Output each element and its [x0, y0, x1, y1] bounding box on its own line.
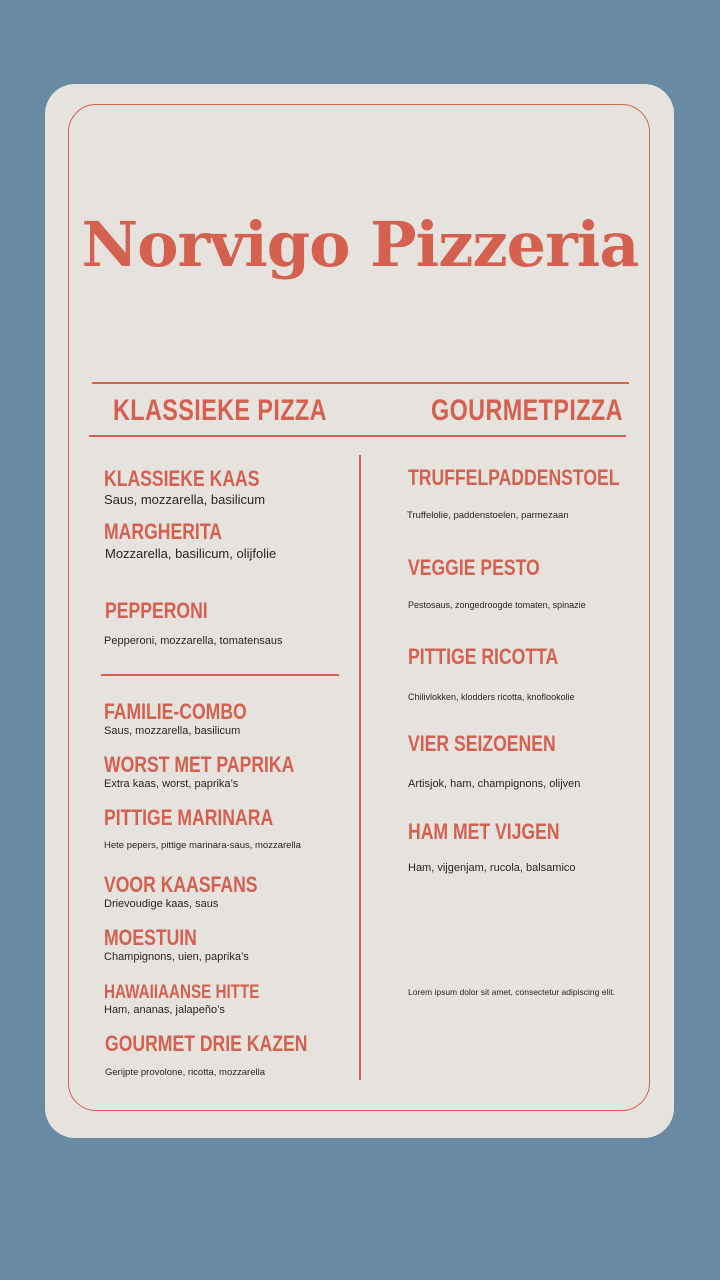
left-section-divider [101, 674, 339, 676]
item-description: Mozzarella, basilicum, olijfolie [105, 546, 277, 561]
header-top-rule [92, 382, 629, 384]
item-name: HAWAIIAANSE HITTE [104, 982, 260, 1003]
classic-pizza-header: KLASSIEKE PIZZA [113, 394, 327, 427]
item-description: Chilivlokken, klodders ricotta, knoflookolie [408, 692, 575, 702]
item-description: Pestosaus, zongedroogde tomaten, spinazie [408, 600, 586, 610]
item-name: MARGHERITA [104, 519, 222, 544]
item-description: Hete pepers, pittige marinara-saus, mozzarella [104, 840, 301, 851]
item-description: Saus, mozzarella, basilicum [104, 725, 241, 737]
item-name: HAM MET VIJGEN [408, 819, 560, 844]
item-description: Gerijpte provolone, ricotta, mozzarella [105, 1067, 265, 1078]
item-description: Pepperoni, mozzarella, tomatensaus [104, 635, 283, 647]
item-description: Extra kaas, worst, paprika’s [104, 778, 239, 790]
item-name: VEGGIE PESTO [408, 555, 540, 580]
item-description: Saus, mozzarella, basilicum [104, 492, 266, 507]
gourmet-pizza-header: GOURMETPIZZA [431, 394, 623, 427]
item-name: PITTIGE MARINARA [104, 805, 274, 830]
item-name: FAMILIE-COMBO [104, 699, 247, 724]
item-description: Drievoudige kaas, saus [104, 898, 219, 910]
item-description: Ham, ananas, jalapeño’s [104, 1004, 225, 1016]
item-name: TRUFFELPADDENSTOEL [408, 465, 620, 490]
item-name: MOESTUIN [104, 925, 197, 950]
item-description: Truffelolie, paddenstoelen, parmezaan [407, 510, 569, 521]
item-name: VIER SEIZOENEN [408, 731, 556, 756]
item-name: PITTIGE RICOTTA [408, 644, 559, 669]
page-title: Norvigo Pizzeria [81, 208, 639, 281]
item-description: Ham, vijgenjam, rucola, balsamico [408, 862, 576, 874]
item-name: KLASSIEKE KAAS [104, 466, 260, 491]
item-description: Artisjok, ham, champignons, olijven [408, 778, 581, 790]
item-name: VOOR KAASFANS [104, 872, 258, 897]
footnote: Lorem ipsum dolor sit amet, consectetur adipiscing elit. [408, 987, 615, 997]
column-divider [359, 455, 361, 1080]
item-description: Champignons, uien, paprika’s [104, 951, 249, 963]
item-name: PEPPERONI [105, 598, 208, 623]
header-bottom-rule [89, 435, 626, 437]
item-name: WORST MET PAPRIKA [104, 752, 295, 777]
item-name: GOURMET DRIE KAZEN [105, 1031, 308, 1056]
